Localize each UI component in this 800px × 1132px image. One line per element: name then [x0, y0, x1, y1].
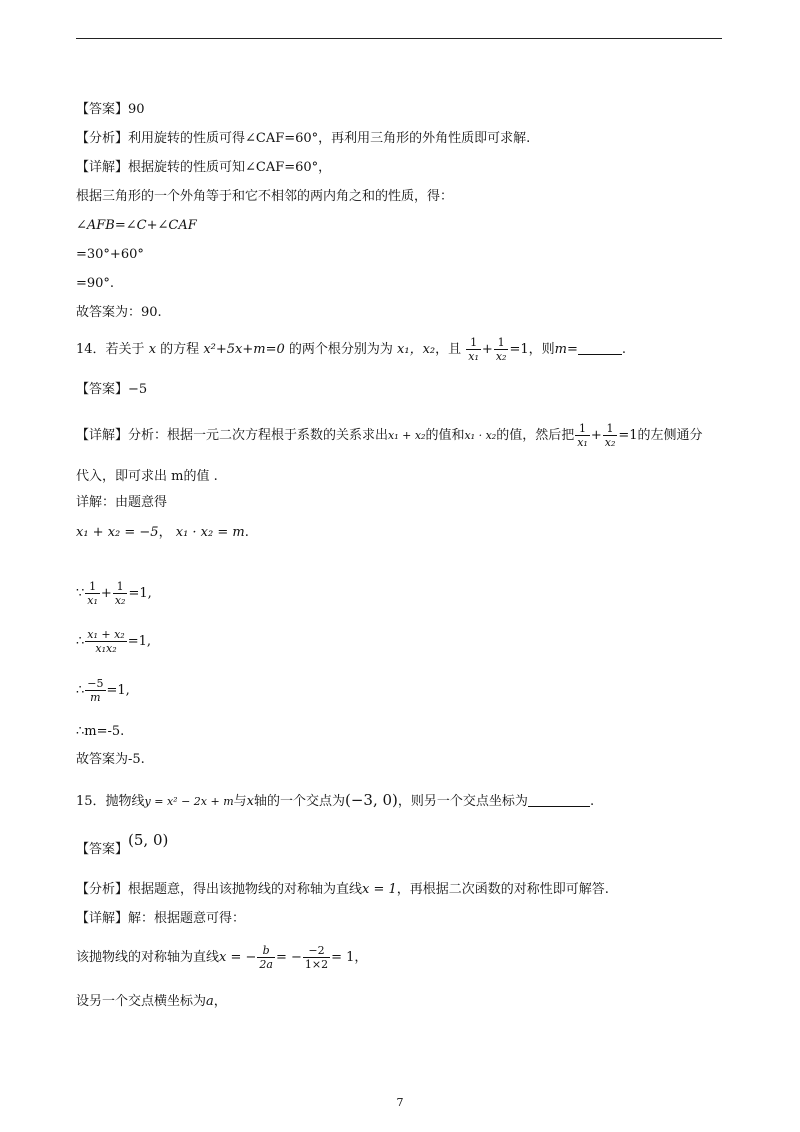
variable-a: a: [206, 994, 214, 1009]
q14-stem-e: ，且: [435, 342, 462, 357]
q14-detail-c: 的值和: [425, 428, 465, 443]
q14-detail: 【详解】分析：根据一元二次方程根于系数的关系求出x₁ + x₂的值和x₁ · x₂的值，然后把 $\frac{1}{\text{x₁}}$ + $\frac{1}{\text{x₂}}$ =1的左侧通分: [76, 422, 703, 449]
q14-answer: 【答案】−5: [76, 382, 148, 397]
fraction-1-over-x2: $\frac{1}{\text{x₂}}$: [495, 336, 507, 363]
q15-axis-line: [76, 944, 367, 971]
because-symbol: ∵: [76, 586, 85, 601]
q13-line4: 根据三角形的一个外角等于和它不相邻的两内角之和的性质，得：: [76, 189, 454, 204]
q13-analysis: 【分析】利用旋转的性质可得∠CAF=60°，再利用三角形的外角性质即可求解.: [76, 131, 531, 146]
comma: ，: [213, 994, 227, 1009]
q13-line5: ∠AFB=∠C+∠CAF: [76, 218, 197, 233]
q15-stem: 15．抛物线y = x² − 2x + m与x轴的一个交点为(−3, 0)，则另一个交点坐标为 .: [76, 791, 595, 809]
q15-stem-d: 轴的一个交点为: [254, 794, 346, 809]
q15-answer: [76, 831, 169, 860]
fraction-b-over-2a: $\frac{b}{2a}$: [259, 944, 273, 971]
q14-stem-b: x: [148, 342, 157, 357]
q15-stem-c: x: [246, 794, 254, 809]
therefore-symbol: ∴: [76, 683, 85, 698]
parabola-equation: y = x² − 2x + m: [144, 795, 234, 808]
q15-stem-a: 15．抛物线: [76, 794, 145, 809]
step1-rhs: =1,: [128, 586, 152, 601]
q14-conclusion: 故答案为-5.: [76, 752, 145, 767]
q14-line5: [76, 523, 249, 543]
comma: ，: [158, 525, 172, 540]
therefore-symbol: ∴: [76, 634, 85, 649]
fraction-1-over-x1: $\frac{1}{\text{x₁}}$: [87, 580, 98, 607]
q14-detail-b: x₁ + x₂: [388, 429, 426, 442]
answer-label: 【答案】: [76, 842, 129, 857]
step2-rhs: =1,: [127, 634, 152, 649]
q14-stem: 14．若关于 x 的方程 x²+5x+m=0 的两个根分别为为 x₁，x₂，且 $\frac{1}{\text{x₁}}$ + $\frac{1}{\text{x₂}}$ =1，则m= .: [76, 336, 626, 363]
q15-analysis-a: 【分析】根据题意，得出该抛物线的对称轴为直线: [76, 882, 363, 897]
q15-detail: 【详解】解：根据题意可得：: [76, 911, 246, 926]
q15-analysis-b: ，再根据二次函数的对称性即可解答.: [396, 882, 609, 897]
q15-axis-a: 该抛物线的对称轴为直线: [76, 950, 220, 965]
q14-line3: 代入，即可求出 m的值 .: [76, 469, 218, 484]
q14-step2: [76, 628, 151, 655]
comma: ，: [354, 950, 368, 965]
q15-last-line: [76, 992, 227, 1012]
q15-last-a: 设另一个交点横坐标为: [76, 994, 207, 1009]
q13-line7: =90°.: [76, 276, 115, 291]
q14-step3: [76, 677, 130, 704]
q14-stem-h: =: [566, 342, 578, 357]
q14-step4: ∴m=-5.: [76, 724, 125, 739]
answer-blank: [528, 792, 590, 807]
header-rule: [76, 38, 722, 39]
q14-detail-f: =1的左侧通分: [618, 428, 703, 443]
q14-stem-roots: x₁，x₂: [397, 342, 436, 357]
q14-stem-a: 14．若关于: [76, 342, 145, 357]
fraction-1-over-x1: $\frac{1}{\text{x₁}}$: [577, 422, 588, 449]
fraction-minus2-over-1x2: $\frac{-2}{1\times 2}$: [304, 944, 329, 971]
fraction-1-over-x2: $\frac{1}{\text{x₂}}$: [604, 422, 616, 449]
q15-stem-b: 与: [233, 794, 247, 809]
q14-step1: ∵ $\frac{1}{\text{x₁}}$ + $\frac{1}{\text{x₂}}$ =1,: [76, 580, 152, 607]
q14-detail-d: x₁ · x₂: [464, 429, 497, 442]
q14-line4: 详解：由题意得: [76, 495, 168, 510]
product-of-roots: x₁ · x₂ = m: [175, 525, 245, 540]
q14-detail-a: 【详解】分析：根据一元二次方程根于系数的关系求出: [76, 428, 389, 443]
axis-formula-lhs: x = −: [219, 950, 257, 965]
q14-stem-g: m: [554, 342, 567, 357]
q14-stem-c: 的方程: [160, 342, 200, 357]
fraction-minus5-over-m: $\frac{-5}{m}$: [87, 677, 104, 704]
q14-stem-f: =1，则: [509, 342, 555, 357]
fraction-1-over-x1: $\frac{1}{\text{x₁}}$: [468, 336, 479, 363]
q14-detail-e: 的值，然后把: [496, 428, 575, 443]
axis-formula-mid: = −: [275, 950, 302, 965]
step3-rhs: =1,: [106, 683, 130, 698]
page-number: 7: [396, 1096, 404, 1109]
period: .: [244, 525, 249, 540]
q13-line6: =30°+60°: [76, 247, 144, 262]
answer-point: (5, 0): [128, 831, 169, 849]
fraction-1-over-x2: $\frac{1}{\text{x₂}}$: [114, 580, 126, 607]
axis-formula-rhs: = 1: [331, 950, 355, 965]
q14-stem-d: 的两个根分别为为: [288, 342, 393, 357]
given-point: (−3, 0): [345, 791, 398, 809]
q15-stem-e: ，则另一个交点坐标为: [397, 794, 528, 809]
q13-conclusion: 故答案为：90.: [76, 305, 162, 320]
fraction-sum-over-product: $\frac{\text{x₁ + x₂}}{\text{x₁x₂}}$: [87, 628, 125, 655]
q15-analysis: [76, 880, 609, 900]
q13-detail: 【详解】根据旋转的性质可知∠CAF=60°，: [76, 160, 332, 175]
q14-stem-eq: x²+5x+m=0: [203, 342, 285, 357]
sum-of-roots: x₁ + x₂ = −5: [76, 525, 159, 540]
axis-equation: x = 1: [362, 882, 397, 897]
q13-answer: 【答案】90: [76, 102, 145, 117]
answer-blank: [578, 340, 622, 355]
